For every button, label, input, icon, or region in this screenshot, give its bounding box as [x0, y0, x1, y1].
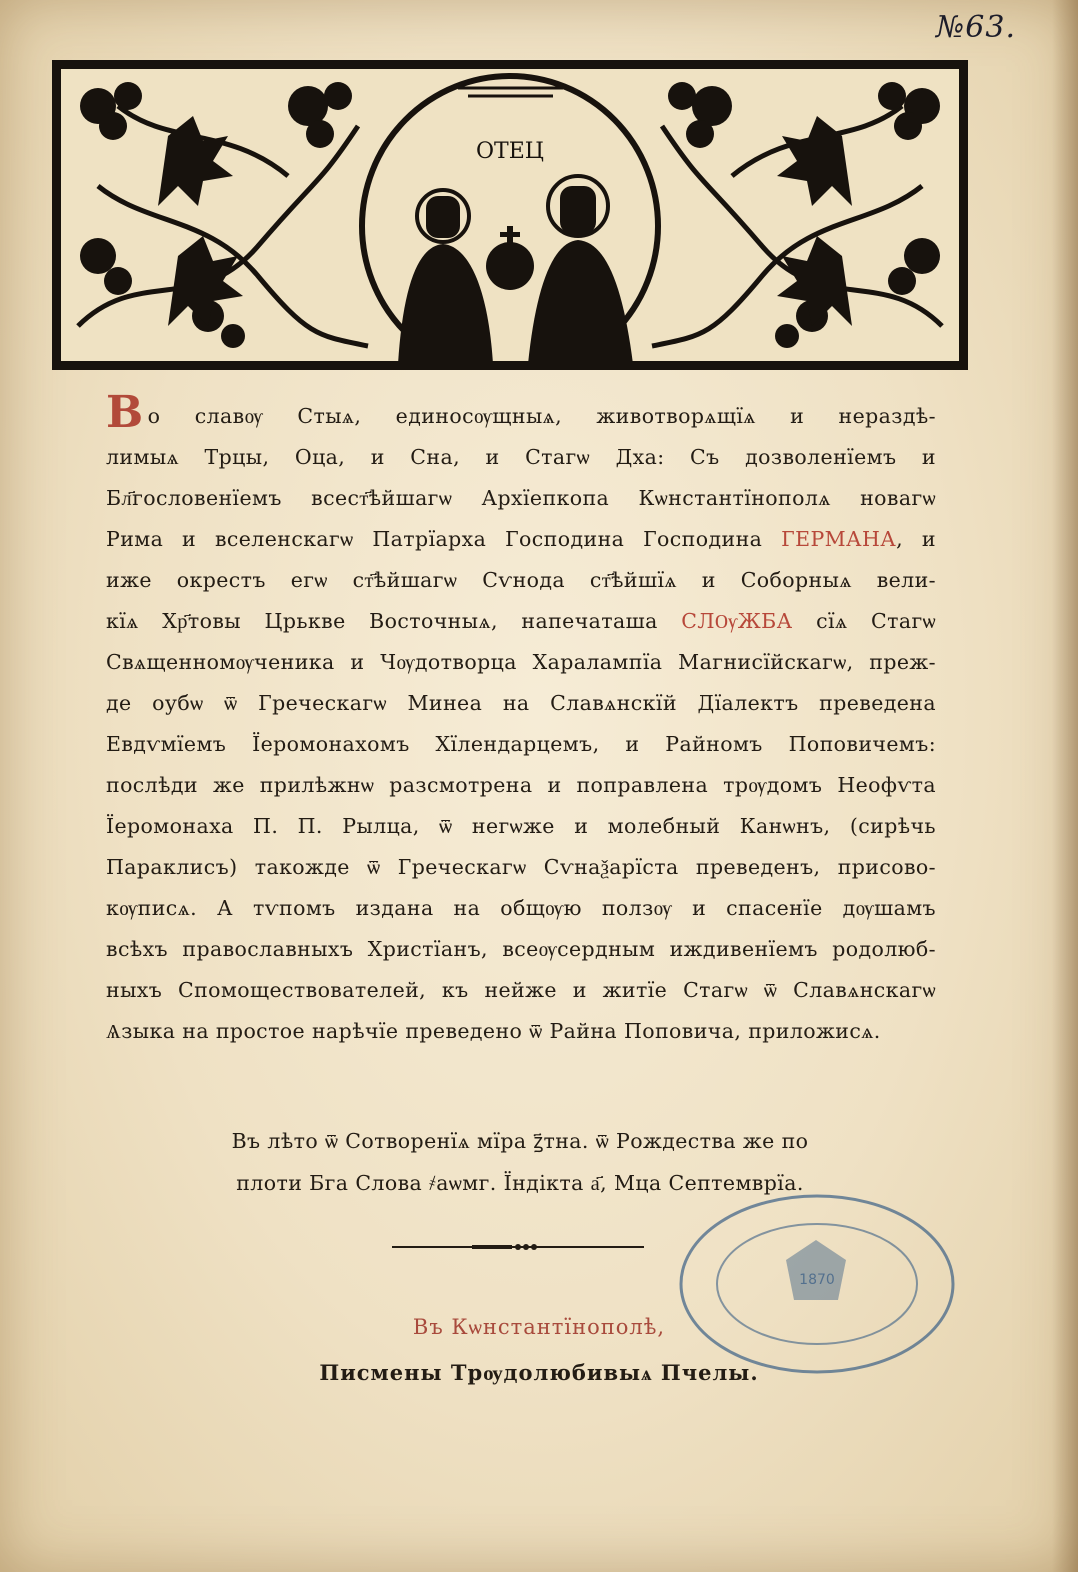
library-stamp: [676, 1190, 958, 1378]
word-sluzhba: СЛѸЖБА: [681, 609, 793, 633]
text-line-11: Їеромонаха П. П. Рылца, ѿ негѡже и молебный Канѡнъ, (сирѣчь: [106, 814, 936, 838]
text-line-4: Рима и вселенскагѡ Патрїарха Господина Господина ГЕРМАНА, и: [106, 527, 936, 551]
woodcut-headpiece: [52, 60, 968, 370]
title-page-text: [106, 387, 936, 1052]
imprint-press: Писмены Трѹдолюбивыѧ Пчелы.: [319, 1360, 759, 1385]
text-line-14: всѣхъ православныхъ Христїанъ, всеѹсердным иждивенїемъ родолюб-: [106, 937, 936, 961]
text-line-15: ныхъ Спомоществователей, къ нейже и житїе Стагѡ ѿ Славѧнскагѡ: [106, 978, 936, 1002]
date-line-1: Въ лѣто ѿ Сотворенїѧ мїра ꙁ҃тна. ѿ Рождества же по: [231, 1129, 809, 1153]
red-initial: В: [106, 387, 144, 438]
text-line-3: Бл҃гословенїемъ всест҃ѣйшагѡ Архїепкопа Кѡнстантїнополѧ новагѡ: [106, 486, 936, 510]
text-line-13: кѹписѧ. А тѵпомъ издана на общѹю ползѹ и спасенїе дѹшамъ: [106, 896, 936, 920]
date-line-2: плоти Бга Слова ҂аѡмг. Їндікта а҃, Мца Септемврїа.: [236, 1171, 804, 1195]
text-line-1: Во славѹ Стыѧ, единосѹщныѧ, животворѧщїѧ и нераздѣ-: [106, 387, 936, 438]
text-line-10: послѣди же прилѣжнѡ разсмотрена и поправлена трѹдомъ Неофѵта: [106, 773, 936, 797]
text-line-2: лимыѧ Трцы, Оца, и Сна, и Стагѡ Дха: Съ дозволенїемъ и: [106, 445, 936, 469]
svg-text:1870: 1870: [799, 1272, 835, 1288]
text-line-16: Ѧзыка на простое нарѣчїе преведено ѿ Райна Поповича, приложисѧ.: [106, 1019, 881, 1043]
text-line-7: Свѧщенномѹченика и Чѹдотворца Харалампїа Магнисїйскагѡ, преж-: [106, 650, 936, 674]
ornamental-rule: [392, 1244, 644, 1250]
text-line-9: Евдѵмїемъ Їеромонахомъ Хїлендарцемъ, и Райномъ Поповичемъ:: [106, 732, 936, 756]
text-line-5: иже окрестъ егѡ ст҃ѣйшагѡ Сѵнода ст҃ѣйшїѧ и Соборныѧ вели-: [106, 568, 936, 592]
text-line-8: де оубѡ ѿ Греческагѡ Минеа на Славѧнскїй Дїалектъ преведена: [106, 691, 936, 715]
text-line-6: кїѧ Хр҃товы Црькве Восточныѧ, напечаташа СЛѸЖБА сїѧ Стагѡ: [106, 609, 936, 633]
imprint-city: Въ Кѡнстантїнополѣ,: [412, 1315, 666, 1339]
headpiece-label: ОТЕЦ: [476, 139, 544, 164]
woodcut-illustration: [58, 66, 962, 364]
text-line-12: Параклисъ) такожде ѿ Греческагѡ Сѵнаѯарїста преведенъ, присово-: [106, 855, 936, 879]
name-germanos: ГЕРМАНА: [781, 527, 897, 551]
folio-number: №63.: [935, 10, 1016, 45]
